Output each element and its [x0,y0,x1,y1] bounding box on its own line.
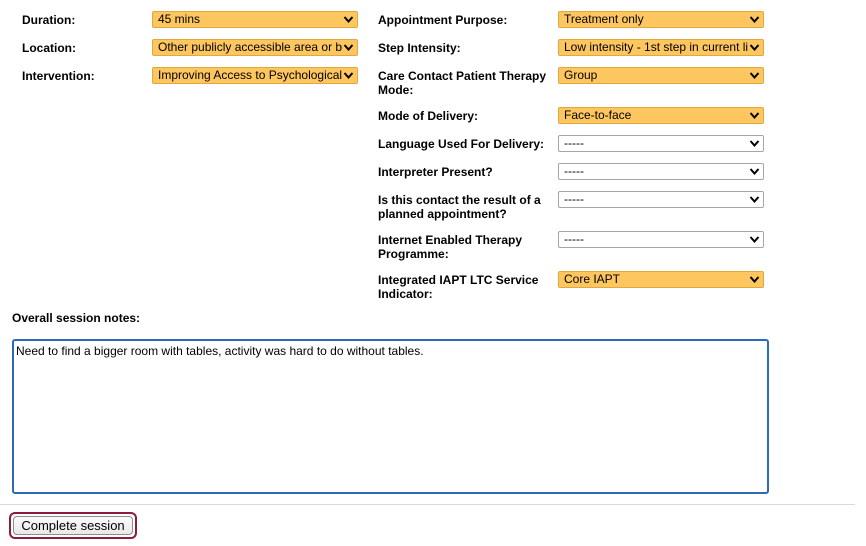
interpreter-label: Interpreter Present? [378,165,493,179]
interpreter-value: ----- [564,164,584,178]
mode-of-delivery-select[interactable] [558,107,764,124]
chevron-down-icon [749,275,760,284]
location-label: Location: [22,41,76,55]
internet-therapy-label-line2: Programme: [378,247,449,261]
intervention-select[interactable] [152,67,358,84]
step-intensity-select[interactable] [558,39,764,56]
appointment-purpose-value: Treatment only [564,12,644,26]
location-value: Other publicly accessible area or b [158,40,343,54]
care-contact-mode-value: Group [564,68,598,82]
care-contact-mode-label-line1: Care Contact Patient Therapy [378,69,547,83]
care-contact-mode-label-line2: Mode: [378,83,414,97]
internet-therapy-select[interactable] [558,231,764,248]
mode-of-delivery-value: Face-to-face [564,108,632,122]
care-contact-mode-select[interactable] [558,67,764,84]
language-value: ----- [564,136,584,150]
planned-appointment-value: ----- [564,192,584,206]
internet-therapy-value: ----- [564,232,584,246]
chevron-down-icon [343,43,354,52]
focus-ring [9,512,137,539]
duration-label: Duration: [22,13,76,27]
chevron-down-icon [749,235,760,244]
chevron-down-icon [749,167,760,176]
ltc-indicator-select[interactable] [558,271,764,288]
chevron-down-icon [343,71,354,80]
divider [0,504,855,505]
intervention-value: Improving Access to Psychological [158,68,343,82]
duration-value: 45 mins [158,12,201,26]
planned-appointment-label-line2: planned appointment? [378,207,507,221]
chevron-down-icon [343,15,354,24]
ltc-indicator-value: Core IAPT [564,272,621,286]
language-label: Language Used For Delivery: [378,137,545,151]
chevron-down-icon [749,195,760,204]
planned-appointment-select[interactable] [558,191,764,208]
session-notes-label: Overall session notes: [12,311,141,325]
chevron-down-icon [749,111,760,120]
chevron-down-icon [749,15,760,24]
chevron-down-icon [749,43,760,52]
duration-select[interactable] [152,11,358,28]
internet-therapy-label [378,233,522,261]
step-intensity-value: Low intensity - 1st step in current li [564,40,749,54]
chevron-down-icon [749,71,760,80]
complete-session-button[interactable]: Complete session [13,516,133,535]
internet-therapy-label-line1: Internet Enabled Therapy [378,233,523,247]
mode-of-delivery-label: Mode of Delivery: [378,109,479,123]
care-contact-mode-label [378,69,546,97]
chevron-down-icon [749,139,760,148]
ltc-indicator-label-line1: Integrated IAPT LTC Service [378,273,539,287]
language-select[interactable] [558,135,764,152]
ltc-indicator-label [378,273,538,301]
session-notes-textarea[interactable]: Need to find a bigger room with tables, activity was hard to do without tables. [12,339,769,494]
interpreter-select[interactable] [558,163,764,180]
step-intensity-label: Step Intensity: [378,41,461,55]
appointment-purpose-label: Appointment Purpose: [378,13,508,27]
intervention-label: Intervention: [22,69,95,83]
location-select[interactable] [152,39,358,56]
planned-appointment-label-line1: Is this contact the result of a [378,193,541,207]
ltc-indicator-label-line2: Indicator: [378,287,433,301]
planned-appointment-label [378,193,541,221]
appointment-purpose-select[interactable] [558,11,764,28]
